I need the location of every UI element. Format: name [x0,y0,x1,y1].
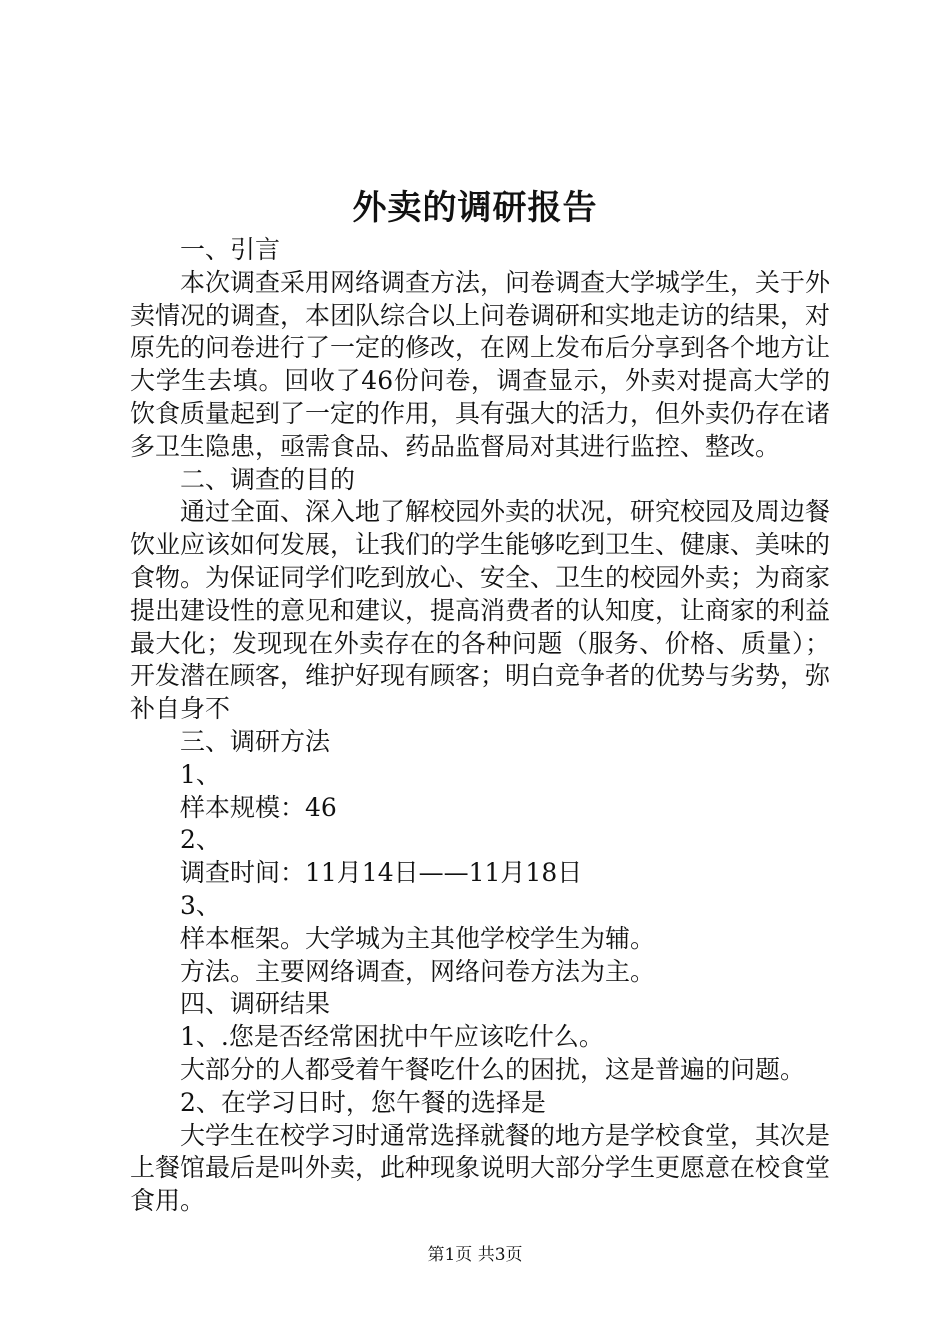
method-item-number-3: 3、 [180,890,221,920]
section-heading-results: 四、调研结果 [180,989,331,1019]
paragraph-purpose: 通过全面、深入地了解校园外卖的状况，研究校园及周边餐饮业应该如何发展，让我们的学生能够吃到卫生、健康、美味的食物。为保证同学们吃到放心、安全、卫生的校园外卖；为商家提出建设性的意见和建议，提高消费者的认知度，让商家的利益最大化；发现现在外卖存在的各种问题（服务、价格、质量）；开发潜在顾客，维护好现有顾客；明白竞争者的优势与劣势，弥补自身不 [130,497,831,724]
section-heading-purpose: 二、调查的目的 [180,464,356,494]
section-heading-introduction: 一、引言 [180,235,281,264]
document-title: 外卖的调研报告 [352,188,598,228]
method-item-number-1: 1、 [180,759,221,789]
method-sample-frame: 样本框架。大学城为主其他学校学生为辅。 [180,923,656,953]
result-question-1: 1、.您是否经常困扰中午应该吃什么。 [180,1022,604,1052]
section-heading-method: 三、调研方法 [180,726,331,756]
method-sample-size: 样本规模：46 [180,792,337,822]
method-survey-time: 调查时间：11月14日——11月18日 [180,858,583,888]
page-number-footer: 第1页 共3页 [427,1245,523,1265]
result-answer-1: 大部分的人都受着午餐吃什么的困扰，这是普遍的问题。 [180,1054,806,1084]
method-item-number-2: 2、 [180,825,221,855]
result-answer-2: 大学生在校学习时通常选择就餐的地方是学校食堂，其次是上餐馆最后是叫外卖，此种现象说明大部分学生更愿意在校食堂食用。 [130,1120,831,1216]
method-approach: 方法。主要网络调查，网络问卷方法为主。 [180,956,656,986]
result-question-2: 2、在学习日时，您午餐的选择是 [180,1087,546,1117]
document-body [130,234,830,1218]
paragraph-introduction: 本次调查采用网络调查方法，问卷调查大学城学生，关于外卖情况的调查，本团队综合以上问卷调研和实地走访的结果，对原先的问卷进行了一定的修改，在网上发布后分享到各个地方让大学生去填。回收了46份问卷，调查显示，外卖对提高大学的饮食质量起到了一定的作用，具有强大的活力，但外卖仍存在诸多卫生隐患，亟需食品、药品监督局对其进行监控、整改。 [130,267,831,461]
